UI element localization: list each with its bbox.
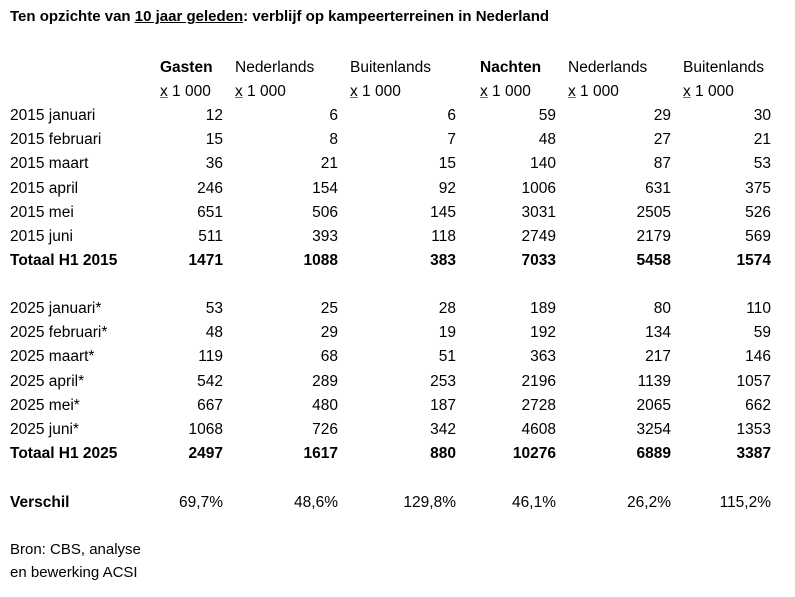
row-value: 140 [530, 155, 556, 172]
unit-label: x 1 000 [350, 83, 401, 100]
header-nachten-buitenlands: Buitenlands [683, 59, 765, 76]
row-value: 119 [198, 348, 223, 365]
row-value: 2505 [636, 204, 671, 221]
unit-label: x 1 000 [683, 83, 734, 100]
header-gasten: Gasten [160, 59, 213, 76]
row-value: 46,1% [512, 494, 556, 511]
row-label: 2025 mei* [10, 397, 80, 414]
row-value: 27 [653, 131, 671, 148]
row-value: 8 [329, 131, 338, 148]
row-value: 1617 [303, 445, 338, 462]
row-label: Totaal H1 2025 [10, 445, 118, 462]
row-value: 134 [645, 324, 671, 341]
row-value: 7033 [521, 252, 556, 269]
row-value: 115,2% [719, 494, 771, 511]
row-value: 146 [745, 348, 771, 365]
row-value: 667 [197, 397, 223, 414]
row-value: 68 [320, 348, 338, 365]
row-value: 375 [745, 180, 771, 197]
row-label: 2015 mei [10, 204, 74, 221]
row-value: 2196 [521, 373, 556, 390]
row-value: 5458 [636, 252, 671, 269]
row-value: 59 [538, 107, 556, 124]
row-value: 7 [447, 131, 456, 148]
row-value: 2179 [636, 228, 671, 245]
row-label: 2025 april* [10, 373, 85, 390]
row-label: 2025 februari* [10, 324, 108, 341]
row-value: 4608 [521, 421, 556, 438]
row-value: 30 [753, 107, 771, 124]
row-value: 53 [205, 300, 223, 317]
row-value: 6 [447, 107, 456, 124]
row-label: Totaal H1 2015 [10, 252, 118, 269]
row-value: 217 [645, 348, 671, 365]
row-value: 187 [430, 397, 456, 414]
row-value: 393 [312, 228, 338, 245]
unit-label: x 1 000 [568, 83, 619, 100]
row-value: 110 [746, 300, 771, 317]
row-value: 6 [329, 107, 338, 124]
row-value: 506 [312, 204, 338, 221]
row-label: 2025 januari* [10, 300, 102, 317]
row-value: 1088 [303, 252, 338, 269]
row-value: 1353 [736, 421, 771, 438]
row-value: 1068 [188, 421, 223, 438]
row-value: 19 [438, 324, 456, 341]
row-value: 289 [312, 373, 338, 390]
row-label: 2015 februari [10, 131, 102, 148]
row-value: 51 [438, 348, 456, 365]
row-value: 154 [312, 180, 338, 197]
row-value: 1057 [736, 373, 771, 390]
row-value: 726 [312, 421, 338, 438]
row-value: 118 [431, 228, 456, 245]
row-value: 92 [438, 180, 456, 197]
row-value: 10276 [512, 445, 556, 462]
row-value: 29 [320, 324, 338, 341]
header-gasten-buitenlands: Buitenlands [350, 59, 432, 76]
row-value: 28 [438, 300, 456, 317]
row-value: 3387 [736, 445, 771, 462]
title-suffix: : verblijf op kampeerterreinen in Nederland [243, 8, 550, 25]
row-value: 363 [530, 348, 556, 365]
row-value: 651 [197, 204, 223, 221]
row-value: 6889 [636, 445, 671, 462]
row-value: 87 [653, 155, 671, 172]
row-value: 29 [653, 107, 671, 124]
row-value: 2497 [188, 445, 223, 462]
row-value: 48 [538, 131, 556, 148]
row-value: 1471 [188, 252, 223, 269]
row-value: 53 [753, 155, 771, 172]
row-value: 21 [320, 155, 338, 172]
row-label: 2015 maart [10, 155, 89, 172]
row-value: 1139 [637, 373, 671, 390]
row-label: 2025 juni* [10, 421, 79, 438]
row-value: 26,2% [627, 494, 671, 511]
row-value: 3254 [636, 421, 671, 438]
row-value: 129,8% [403, 494, 456, 511]
row-value: 189 [530, 300, 556, 317]
unit-label: x 1 000 [480, 83, 531, 100]
title-underlined: 10 jaar geleden [134, 8, 244, 25]
row-value: 542 [197, 373, 223, 390]
row-value: 15 [438, 155, 456, 172]
row-value: 511 [198, 228, 223, 245]
row-value: 48 [205, 324, 223, 341]
row-value: 1006 [521, 180, 556, 197]
row-value: 880 [430, 445, 456, 462]
source-line-2: en bewerking ACSI [10, 564, 138, 581]
row-value: 25 [320, 300, 338, 317]
row-label: Verschil [10, 494, 70, 511]
row-value: 383 [430, 252, 456, 269]
row-value: 342 [430, 421, 456, 438]
row-label: 2015 januari [10, 107, 96, 124]
header-gasten-nederlands: Nederlands [235, 59, 315, 76]
row-value: 2728 [521, 397, 556, 414]
unit-label: x 1 000 [235, 83, 286, 100]
row-value: 662 [745, 397, 771, 414]
header-nachten: Nachten [480, 59, 542, 76]
row-value: 526 [745, 204, 771, 221]
title-prefix: Ten opzichte van [10, 8, 135, 25]
row-value: 253 [430, 373, 456, 390]
row-value: 246 [197, 180, 223, 197]
row-value: 80 [653, 300, 671, 317]
row-value: 48,6% [294, 494, 338, 511]
row-value: 3031 [521, 204, 556, 221]
row-value: 15 [205, 131, 223, 148]
row-value: 480 [312, 397, 338, 414]
unit-label: x 1 000 [160, 83, 211, 100]
row-value: 569 [745, 228, 771, 245]
row-value: 12 [205, 107, 223, 124]
row-value: 21 [753, 131, 771, 148]
row-label: 2025 maart* [10, 348, 95, 365]
source-line-1: Bron: CBS, analyse [10, 541, 141, 558]
row-label: 2015 april [10, 180, 79, 197]
row-value: 69,7% [179, 494, 223, 511]
row-value: 631 [645, 180, 671, 197]
row-label: 2015 juni [10, 228, 73, 245]
row-value: 36 [205, 155, 223, 172]
page-title [10, 8, 549, 25]
row-value: 2065 [636, 397, 671, 414]
header-nachten-nederlands: Nederlands [568, 59, 648, 76]
row-value: 2749 [521, 228, 556, 245]
row-value: 145 [430, 204, 456, 221]
row-value: 192 [530, 324, 556, 341]
row-value: 59 [753, 324, 771, 341]
row-value: 1574 [736, 252, 771, 269]
